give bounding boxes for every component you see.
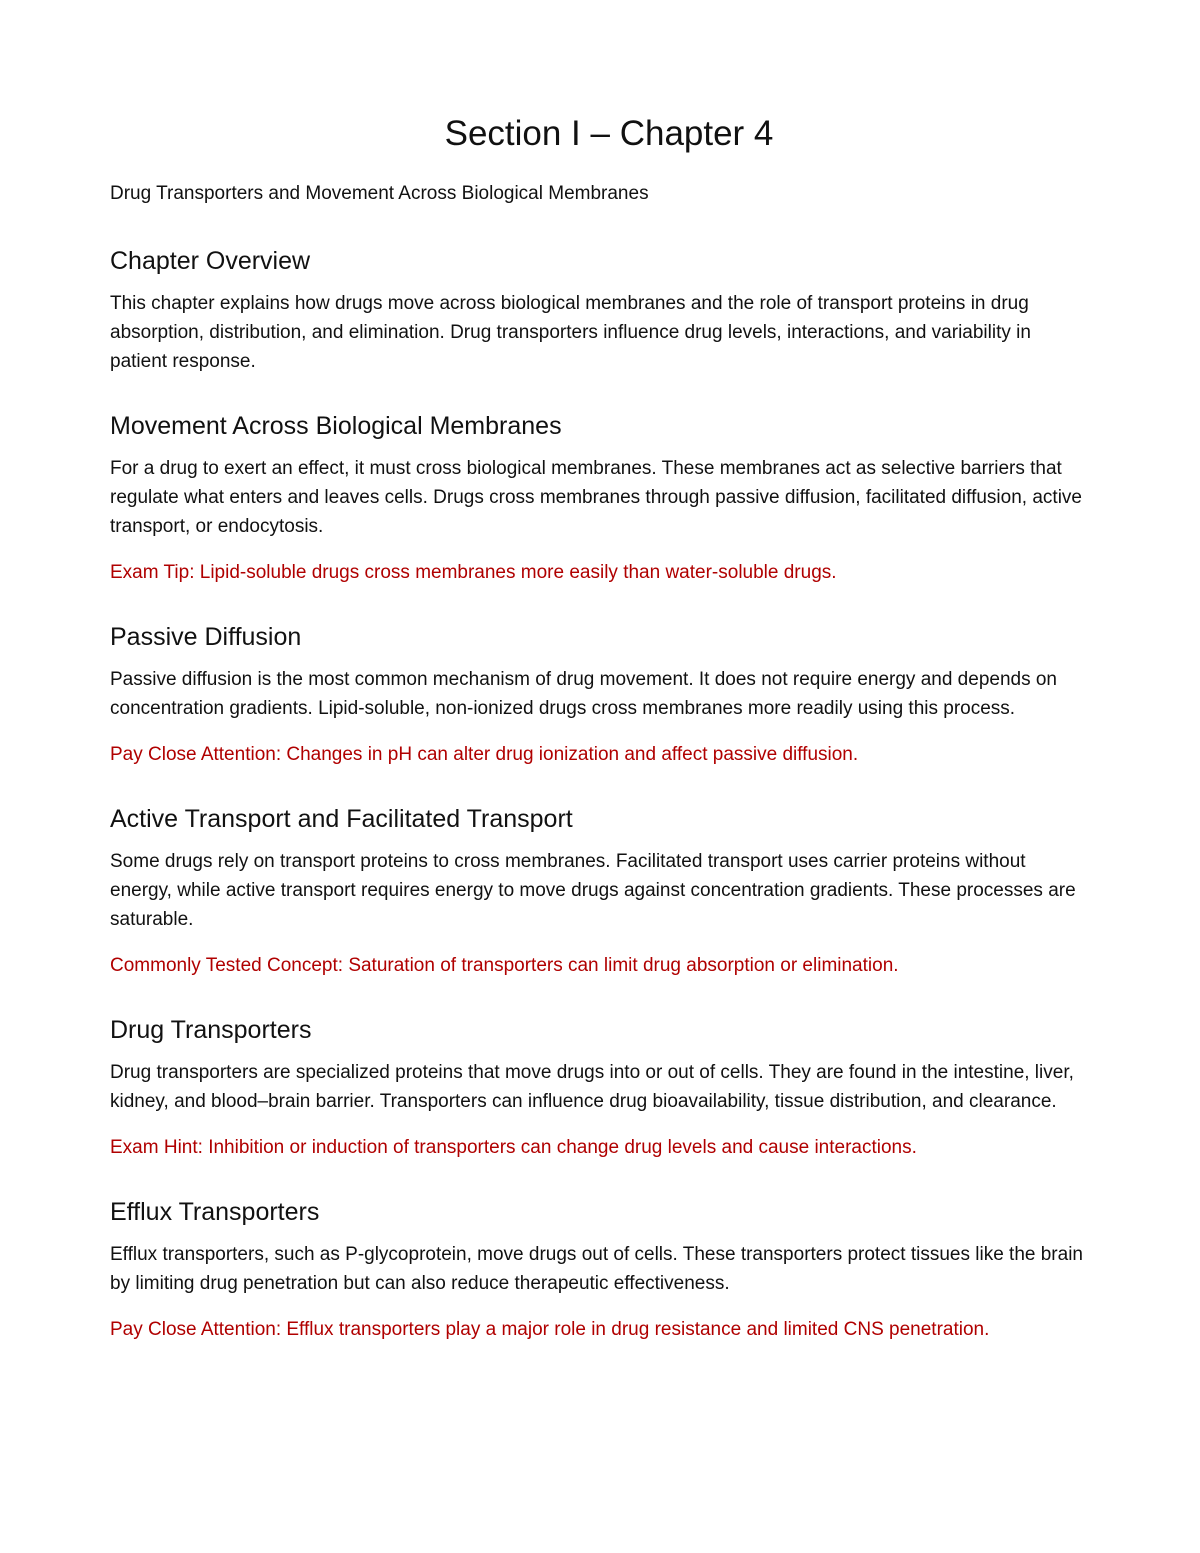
section-body: Drug transporters are specialized proteins that move drugs into or out of cells. They are found in the intestine, liver, kidney, and blood–brain barrier. Transporters can influence drug bioavailability, tissue distribution, and clearance. — [110, 1062, 1074, 1112]
section-body: For a drug to exert an effect, it must cross biological membranes. These membranes act as selective barriers that regulate what enters and leaves cells. Drugs cross membranes through passive diffusion, facilitated diffusion, active transport, or endocytosis. — [110, 458, 1082, 537]
page-title: Section I – Chapter 4 — [444, 114, 774, 153]
section-body: Some drugs rely on transport proteins to cross membranes. Facilitated transport uses carrier proteins without energy, while active transport requires energy to move drugs against concentration gradients. These processes are saturable. — [110, 851, 1076, 930]
section-efflux-transporters — [110, 1196, 1090, 1344]
section-drug-transporters — [110, 1014, 1090, 1162]
attention-note: Pay Close Attention: Efflux transporters play a major role in drug resistance and limited CNS penetration. — [110, 1319, 990, 1340]
section-body: This chapter explains how drugs move across biological membranes and the role of transport proteins in drug absorption, distribution, and elimination. Drug transporters influence drug levels, interactions, and variability in patient response. — [110, 293, 1031, 372]
page-subtitle: Drug Transporters and Movement Across Biological Membranes — [110, 183, 649, 204]
section-heading: Passive Diffusion — [110, 623, 302, 651]
section-heading: Drug Transporters — [110, 1016, 312, 1044]
tested-concept-note: Commonly Tested Concept: Saturation of transporters can limit drug absorption or elimination. — [110, 955, 899, 976]
exam-hint: Exam Hint: Inhibition or induction of transporters can change drug levels and cause interactions. — [110, 1137, 917, 1158]
section-body: Efflux transporters, such as P-glycoprotein, move drugs out of cells. These transporters protect tissues like the brain by limiting drug penetration but can also reduce therapeutic effectiveness. — [110, 1244, 1083, 1294]
attention-note: Pay Close Attention: Changes in pH can alter drug ionization and affect passive diffusion. — [110, 744, 859, 765]
section-movement-across-membranes — [110, 410, 1090, 587]
section-chapter-overview — [110, 245, 1090, 376]
section-heading: Efflux Transporters — [110, 1198, 320, 1226]
document-page — [110, 110, 1090, 1344]
section-passive-diffusion — [110, 621, 1090, 769]
section-heading: Movement Across Biological Membranes — [110, 412, 562, 440]
exam-tip: Exam Tip: Lipid-soluble drugs cross membranes more easily than water-soluble drugs. — [110, 562, 837, 583]
section-heading: Chapter Overview — [110, 247, 311, 275]
section-active-facilitated-transport — [110, 803, 1090, 980]
section-heading: Active Transport and Facilitated Transport — [110, 805, 573, 833]
section-body: Passive diffusion is the most common mechanism of drug movement. It does not require energy and depends on concentration gradients. Lipid-soluble, non-ionized drugs cross membranes more readily using this process. — [110, 669, 1057, 719]
